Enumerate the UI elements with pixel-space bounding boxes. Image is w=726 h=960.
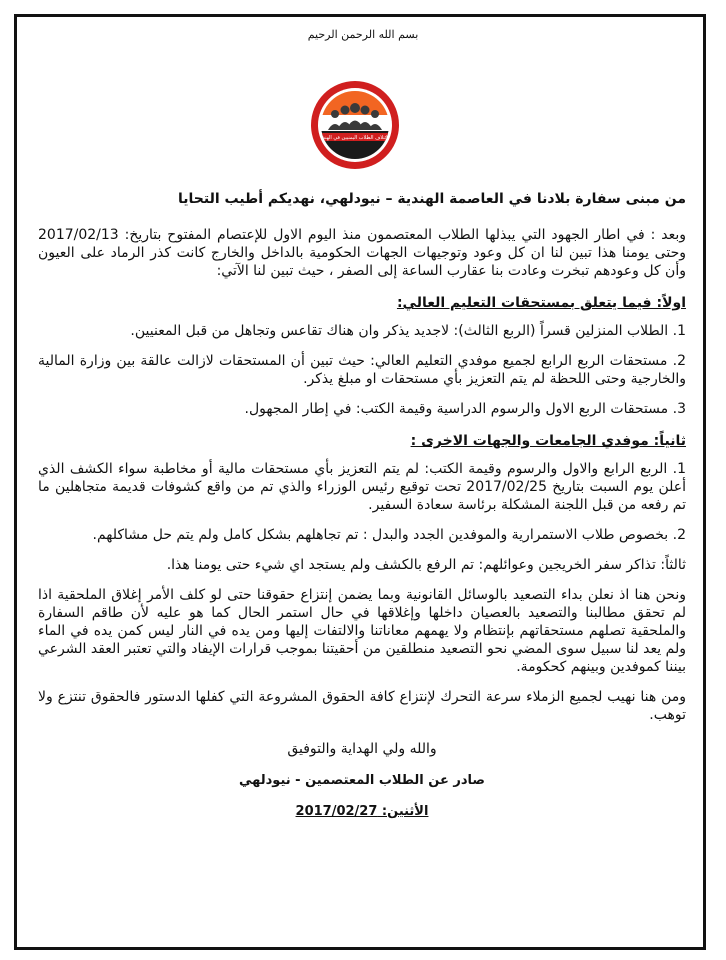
- closing-line: والله ولي الهداية والتوفيق: [287, 741, 437, 757]
- basmala: بسم الله الرحمن الرحيم: [307, 28, 419, 41]
- call-to-action-paragraph: ومن هنا نهيب لجميع الزملاء سرعة التحرك لإنتزاع كافة الحقوق المشروعة التي كفلها الدستور فالحقوق تنتزع ولا توهب.: [38, 689, 686, 723]
- section-1-item-2: 2. مستحقات الربع الرابع لجميع موفدي التعليم العالي: حيث تبين أن المستحقات لازالت عالقة بين وزارة المالية والخارجية وحتى اللحظة لم يتم التعزيز بأي مستحقات او مبلغ يذكر.: [38, 353, 686, 387]
- logo-text: ائتلاف الطلاب اليمنيين في الهند: [322, 135, 388, 142]
- section-1-item-3: 3. مستحقات الربع الاول والرسوم الدراسية وقيمة الكتب: في إطار المجهول.: [244, 401, 686, 417]
- section-2-title: ثانياً: موفدي الجامعات والجهات الاخرى :: [410, 433, 686, 449]
- section-2-item-2: 2. بخصوص طلاب الاستمرارية والموفدين الجدد والبدل : تم تجاهلهم بشكل كامل ولم يتم حل مشاكلهم.: [92, 527, 686, 543]
- section-2-item-1: 1. الربع الرابع والاول والرسوم وقيمة الكتب: لم يتم التعزيز بأي مستحقات مالية أو مخاطبة سواء الكشف الذي أعلن يوم السبت بتاريخ 2017/02/25 تحت توقيع رئيس الوزراء والذي تم من واقع كشوفات قديمة متجاهلين ما تم رفعه من قبل اللجنة المشكلة برئاسة سعادة السفير.: [38, 461, 686, 513]
- section-1-title: اولاً: فيما يتعلق بمستحقات التعليم العالي:: [396, 295, 686, 311]
- issuer-line: صادر عن الطلاب المعتصمين - نيودلهي: [239, 773, 485, 788]
- escalation-paragraph: ونحن هنا اذ نعلن بداء التصعيد بالوسائل القانونية وبما يضمن إنتزاع حقوقنا حتى لو كلف الأمر إغلاق الملحقية اذا لم تحقق مطالبنا والتصعيد بالعصيان داخلها وإغلاقها في حال استمر الحال كما هو عليه لأن طاقم السفارة والملحقية تصلهم مستحقاتهم بإنتظام ولا يهمهم معاناتنا والالتفات إليها ومن يده في النار ليس كمن يده في الماء ولم يعد لنا سبيل سوى المضي نحو التصعيد منطلقين من أحقيتنا بموجب قرارات الإيفاد والتي تعتبر العقد الشرعي بيننا كموفدين وبينهم كحكومة.: [38, 587, 686, 675]
- intro-paragraph: وبعد : في اطار الجهود التي يبذلها الطلاب المعتصمون منذ اليوم الاول للإعتصام المفتوح بتاريخ: 2017/02/13 وحتى يومنا هذا تبين لنا ان كل وعود وتوجيهات الجهات الحكومية بالداخل والخارج كانت كذر الرماد على العيون وأن كل وعودهم تبخرت وعادت بنا عقارب الساعة إلى الصفر ، حيث تبين لنا الآتي:: [38, 227, 686, 279]
- date-line: الأثنين: 2017/02/27: [295, 804, 429, 819]
- letter-heading: من مبنى سفارة بلادنا في العاصمة الهندية – نيودلهي، نهديكم أطيب التحايا: [178, 191, 686, 207]
- section-1-item-1: 1. الطلاب المنزلين قسراً (الربع الثالث): لاجديد يذكر وان هناك تقاعس وتجاهل من قبل المعنيين.: [130, 323, 686, 339]
- letter-body: [38, 190, 686, 834]
- section-3-paragraph: ثالثاً: تذاكر سفر الخريجين وعوائلهم: تم الرفع بالكشف ولم يستجد اي شيء حتى يومنا هذا.: [166, 557, 686, 573]
- coalition-logo: [308, 78, 402, 172]
